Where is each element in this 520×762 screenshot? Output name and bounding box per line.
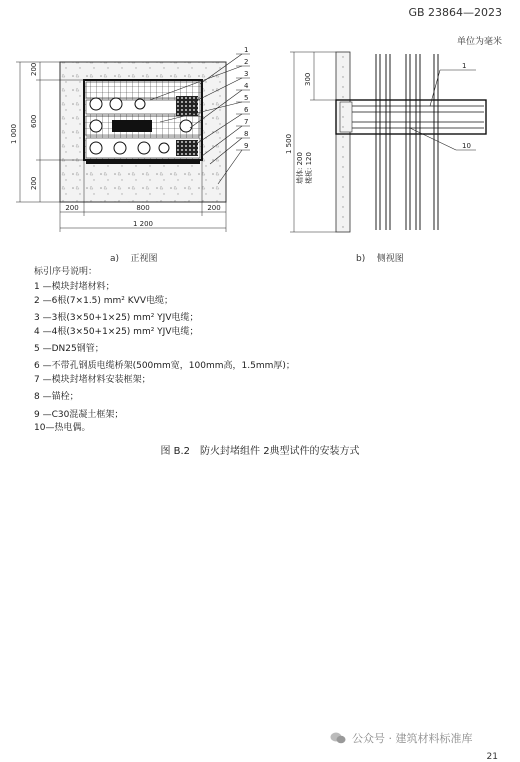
dim-floor-120: 楼板: 120 [305,152,313,184]
wechat-icon [330,732,346,744]
legend-item-2: 2 —6根(7×1.5) mm² KVV电缆； [34,295,173,306]
callout-2: 2 [244,58,249,66]
side-view-caption-letter: b) [356,254,366,264]
callout-8: 8 [244,130,249,138]
legend-item-8: 8 —锚栓； [34,392,79,403]
vertical-dimension-labels [10,63,38,190]
legend-title: 标引序号说明： [34,267,98,277]
dim-bottom-200: 200 [30,176,38,190]
dim-1500: 1 500 [285,133,293,154]
callout-5: 5 [244,94,249,102]
standard-number: GB 23864—2023 [408,6,502,19]
dim-wall-200: 墙体: 200 [296,152,304,184]
legend-item-1: 1 —模块封堵材料； [34,282,115,293]
legend-item-4: 4 —4根(3×50+1×25) mm² YJV电缆； [34,326,199,337]
side-dimension-lines [290,52,336,232]
side-view-drawing [280,44,510,240]
legend-item-3: 3 —3根(3×50+1×25) mm² YJV电缆； [34,313,199,324]
front-view-caption-text: 正视图 [130,254,158,264]
callout-1: 1 [244,46,249,54]
callout-4: 4 [244,82,249,90]
figure-title: 图 B.2 防火封堵组件 2典型试件的安装方式 [160,446,360,457]
front-callout-numbers [244,46,249,150]
dim-total-1200: 1 200 [132,220,154,228]
side-view-caption-text: 侧视图 [376,254,404,264]
watermark [330,730,473,746]
horizontal-penetration [336,100,486,134]
side-view-caption [356,251,404,264]
legend-item-5: 5 —DN25钢管； [34,344,104,355]
callout-9: 9 [244,142,249,150]
legend-item-7: 7 —模块封堵材料安装框架； [34,374,151,385]
vertical-cable-lines [376,54,438,230]
page-number: 21 [486,752,498,762]
callout-7: 7 [244,118,249,126]
dim-right-200: 200 [207,204,221,212]
dim-left-200: 200 [65,204,79,212]
side-callout-10: 10 [462,142,471,150]
dim-300: 300 [304,72,312,86]
front-view-caption [110,251,158,264]
front-view-drawing [0,44,280,262]
penetration-lines [340,106,484,128]
side-dimension-labels [285,73,313,184]
unit-note: 单位为毫米 [456,37,502,47]
horizontal-dimension-labels [65,204,220,228]
dim-mid-600: 600 [30,114,38,128]
legend-item-9: 9 —C30混凝土框架； [34,409,124,420]
front-view-caption-letter: a) [110,254,120,264]
side-callout-1: 1 [462,62,467,70]
legend-item-10: 10—热电偶。 [34,423,91,434]
wall-section [336,52,350,232]
watermark-text: 公众号 · 建筑材料标准库 [352,732,473,745]
callout-3: 3 [244,70,249,78]
dim-total-1000: 1 000 [10,123,18,144]
callout-6: 6 [244,106,249,114]
legend [34,266,295,435]
dim-top-200: 200 [30,62,38,76]
dim-mid-800: 800 [136,204,150,212]
legend-item-6: 6 —不带孔钢质电缆桥架(500mm宽，100mm高，1.5mm厚)； [34,361,295,372]
